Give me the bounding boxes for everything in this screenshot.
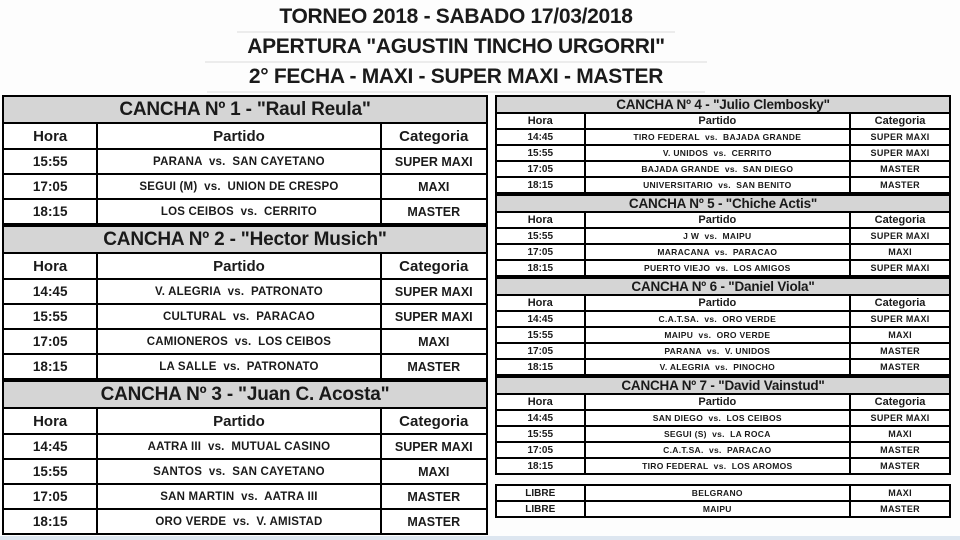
libre-table — [495, 484, 951, 518]
categoria-cell: MAXI — [381, 459, 487, 484]
tables-area — [0, 95, 960, 535]
table-row — [3, 304, 487, 329]
column-header-row — [3, 123, 487, 149]
categoria-cell: MAXI — [850, 485, 950, 501]
categoria-cell: MASTER — [850, 177, 950, 193]
partido-cell: V. ALEGRIA vs. PATRONATO — [97, 279, 380, 304]
categoria-cell: MASTER — [381, 509, 487, 534]
partido-cell: V. UNIDOS vs. CERRITO — [585, 145, 851, 161]
categoria-cell: MAXI — [850, 244, 950, 260]
column-header-row — [3, 408, 487, 434]
column-header-hora: Hora — [3, 408, 97, 434]
hora-cell: 15:55 — [496, 145, 585, 161]
partido-cell: CAMIONEROS vs. LOS CEIBOS — [97, 329, 380, 354]
hora-cell: 17:05 — [496, 161, 585, 177]
partido-cell: J W vs. MAIPU — [585, 228, 851, 244]
cancha-title: CANCHA Nº 4 - "Julio Clembosky" — [496, 96, 950, 113]
table-row — [3, 329, 487, 354]
title-line-3: 2° FECHA - MAXI - SUPER MAXI - MASTER — [207, 63, 705, 93]
hora-cell: 18:15 — [496, 458, 585, 474]
cancha-title-row — [496, 377, 950, 394]
table-row — [496, 260, 950, 276]
categoria-cell: SUPER MAXI — [850, 311, 950, 327]
hora-cell: 18:15 — [3, 354, 97, 379]
table-row — [3, 484, 487, 509]
left-column — [2, 95, 488, 535]
hora-cell: 15:55 — [496, 327, 585, 343]
categoria-cell: SUPER MAXI — [850, 145, 950, 161]
hora-cell: 14:45 — [496, 129, 585, 145]
cancha-title: CANCHA Nº 7 - "David Vainstud" — [496, 377, 950, 394]
categoria-cell: SUPER MAXI — [381, 149, 487, 174]
cancha-table — [2, 225, 488, 380]
table-row — [3, 434, 487, 459]
categoria-cell: SUPER MAXI — [850, 260, 950, 276]
table-row — [496, 161, 950, 177]
column-header-hora: Hora — [496, 295, 585, 311]
table-row — [496, 145, 950, 161]
column-header-hora: Hora — [496, 212, 585, 228]
partido-cell: SAN DIEGO vs. LOS CEIBOS — [585, 410, 851, 426]
partido-cell: ORO VERDE vs. V. AMISTAD — [97, 509, 380, 534]
column-header-hora: Hora — [496, 113, 585, 129]
cancha-title-row — [3, 226, 487, 253]
hora-cell: 15:55 — [3, 149, 97, 174]
categoria-cell: MASTER — [381, 484, 487, 509]
page-header — [0, 0, 960, 93]
hora-cell: 14:45 — [496, 410, 585, 426]
partido-cell: PUERTO VIEJO vs. LOS AMIGOS — [585, 260, 851, 276]
hora-cell: 15:55 — [496, 228, 585, 244]
column-header-categoria: Categoria — [850, 394, 950, 410]
categoria-cell: MAXI — [381, 174, 487, 199]
categoria-cell: MASTER — [850, 343, 950, 359]
column-header-hora: Hora — [3, 253, 97, 279]
title-line-1: TORNEO 2018 - SABADO 17/03/2018 — [237, 3, 674, 33]
partido-cell: MAIPU vs. ORO VERDE — [585, 327, 851, 343]
column-header-categoria: Categoria — [381, 253, 487, 279]
partido-cell: TIRO FEDERAL vs. LOS AROMOS — [585, 458, 851, 474]
cancha-table — [495, 194, 951, 277]
partido-cell: MARACANA vs. PARACAO — [585, 244, 851, 260]
partido-cell: PARANA vs. V. UNIDOS — [585, 343, 851, 359]
categoria-cell: SUPER MAXI — [850, 228, 950, 244]
table-row — [496, 426, 950, 442]
column-header-categoria: Categoria — [381, 123, 487, 149]
column-header-partido: Partido — [585, 212, 851, 228]
cancha-title-row — [3, 96, 487, 123]
cancha-title-row — [496, 195, 950, 212]
column-header-row — [496, 394, 950, 410]
categoria-cell: MASTER — [850, 458, 950, 474]
cancha-table — [2, 95, 488, 225]
column-header-partido: Partido — [585, 113, 851, 129]
column-header-categoria: Categoria — [850, 295, 950, 311]
hora-cell: 17:05 — [3, 484, 97, 509]
column-header-partido: Partido — [97, 253, 380, 279]
table-row — [496, 442, 950, 458]
hora-cell: 17:05 — [496, 343, 585, 359]
cancha-table — [495, 95, 951, 194]
partido-cell: MAIPU — [585, 501, 851, 517]
hora-cell: 15:55 — [496, 426, 585, 442]
partido-cell: LA SALLE vs. PATRONATO — [97, 354, 380, 379]
table-row — [3, 509, 487, 534]
categoria-cell: SUPER MAXI — [381, 279, 487, 304]
partido-cell: UNIVERSITARIO vs. SAN BENITO — [585, 177, 851, 193]
table-row — [3, 459, 487, 484]
categoria-cell: MAXI — [381, 329, 487, 354]
column-header-row — [496, 212, 950, 228]
hora-cell: 15:55 — [3, 459, 97, 484]
cancha-title-row — [496, 96, 950, 113]
categoria-cell: SUPER MAXI — [850, 410, 950, 426]
hora-cell: 14:45 — [3, 434, 97, 459]
table-row — [496, 327, 950, 343]
hora-cell: 15:55 — [3, 304, 97, 329]
partido-cell: LOS CEIBOS vs. CERRITO — [97, 199, 380, 224]
column-header-partido: Partido — [97, 408, 380, 434]
cancha-table — [495, 376, 951, 475]
partido-cell: BAJADA GRANDE vs. SAN DIEGO — [585, 161, 851, 177]
hora-cell: 17:05 — [3, 329, 97, 354]
cancha-title-row — [3, 381, 487, 408]
column-header-hora: Hora — [3, 123, 97, 149]
table-row — [3, 149, 487, 174]
partido-cell: TIRO FEDERAL vs. BAJADA GRANDE — [585, 129, 851, 145]
hora-cell: 18:15 — [496, 359, 585, 375]
column-header-hora: Hora — [496, 394, 585, 410]
table-row — [496, 410, 950, 426]
categoria-cell: SUPER MAXI — [381, 304, 487, 329]
categoria-cell: MASTER — [381, 199, 487, 224]
partido-cell: BELGRANO — [585, 485, 851, 501]
table-row — [496, 311, 950, 327]
table-row — [496, 485, 950, 501]
partido-cell: CULTURAL vs. PARACAO — [97, 304, 380, 329]
right-column — [495, 95, 951, 518]
categoria-cell: MASTER — [381, 354, 487, 379]
cancha-title: CANCHA Nº 2 - "Hector Musich" — [3, 226, 487, 253]
categoria-cell: MASTER — [850, 161, 950, 177]
partido-cell: SEGUI (M) vs. UNION DE CRESPO — [97, 174, 380, 199]
column-header-categoria: Categoria — [381, 408, 487, 434]
partido-cell: V. ALEGRIA vs. PINOCHO — [585, 359, 851, 375]
hora-cell: 17:05 — [3, 174, 97, 199]
table-row — [3, 354, 487, 379]
partido-cell: C.A.T.SA. vs. PARACAO — [585, 442, 851, 458]
table-row — [3, 199, 487, 224]
cancha-title: CANCHA Nº 1 - "Raul Reula" — [3, 96, 487, 123]
partido-cell: AATRA III vs. MUTUAL CASINO — [97, 434, 380, 459]
table-row — [496, 129, 950, 145]
categoria-cell: SUPER MAXI — [850, 129, 950, 145]
cancha-title: CANCHA Nº 6 - "Daniel Viola" — [496, 278, 950, 295]
table-row — [496, 343, 950, 359]
partido-cell: SANTOS vs. SAN CAYETANO — [97, 459, 380, 484]
column-header-categoria: Categoria — [850, 212, 950, 228]
categoria-cell: MAXI — [850, 327, 950, 343]
column-header-partido: Partido — [585, 394, 851, 410]
hora-cell: LIBRE — [496, 501, 585, 517]
cancha-title: CANCHA Nº 5 - "Chiche Actis" — [496, 195, 950, 212]
categoria-cell: MASTER — [850, 501, 950, 517]
table-row — [496, 228, 950, 244]
hora-cell: 14:45 — [3, 279, 97, 304]
table-row — [496, 501, 950, 517]
column-header-partido: Partido — [585, 295, 851, 311]
cancha-title: CANCHA Nº 3 - "Juan C. Acosta" — [3, 381, 487, 408]
categoria-cell: SUPER MAXI — [381, 434, 487, 459]
column-header-row — [496, 295, 950, 311]
cancha-title-row — [496, 278, 950, 295]
categoria-cell: MAXI — [850, 426, 950, 442]
table-row — [496, 177, 950, 193]
partido-cell: SEGUI (S) vs. LA ROCA — [585, 426, 851, 442]
bottom-strip — [0, 536, 960, 540]
categoria-cell: MASTER — [850, 442, 950, 458]
hora-cell: 17:05 — [496, 442, 585, 458]
hora-cell: 14:45 — [496, 311, 585, 327]
table-row — [3, 174, 487, 199]
hora-cell: 18:15 — [496, 260, 585, 276]
column-header-row — [496, 113, 950, 129]
hora-cell: 18:15 — [3, 509, 97, 534]
column-header-partido: Partido — [97, 123, 380, 149]
cancha-table — [495, 277, 951, 376]
table-row — [496, 244, 950, 260]
hora-cell: 18:15 — [496, 177, 585, 193]
title-line-2: APERTURA "AGUSTIN TINCHO URGORRI" — [205, 33, 707, 63]
partido-cell: PARANA vs. SAN CAYETANO — [97, 149, 380, 174]
table-row — [496, 458, 950, 474]
partido-cell: SAN MARTIN vs. AATRA III — [97, 484, 380, 509]
hora-cell: LIBRE — [496, 485, 585, 501]
cancha-table — [2, 380, 488, 535]
table-row — [496, 359, 950, 375]
categoria-cell: MASTER — [850, 359, 950, 375]
hora-cell: 17:05 — [496, 244, 585, 260]
partido-cell: C.A.T.SA. vs. ORO VERDE — [585, 311, 851, 327]
hora-cell: 18:15 — [3, 199, 97, 224]
table-row — [3, 279, 487, 304]
column-header-categoria: Categoria — [850, 113, 950, 129]
column-header-row — [3, 253, 487, 279]
